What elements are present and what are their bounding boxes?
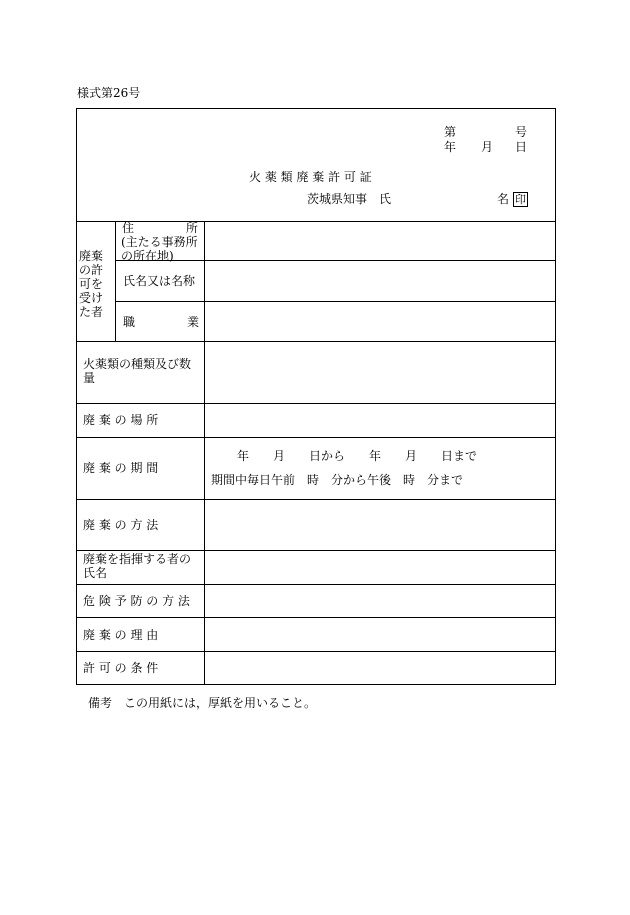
row-line: [77, 437, 555, 438]
supervisor-label: 廃棄を指揮する者の氏名: [83, 552, 192, 580]
method-field[interactable]: [205, 500, 555, 550]
date-day: 日: [515, 140, 528, 154]
group-divider: [115, 221, 116, 341]
place-field[interactable]: [205, 404, 555, 437]
occupation-field[interactable]: [205, 302, 555, 341]
prevention-field[interactable]: [205, 585, 555, 617]
remarks-note: 備考 この用紙には，厚紙を用いること。: [88, 696, 317, 710]
supervisor-field[interactable]: [205, 551, 555, 584]
date-month: 月: [481, 140, 494, 154]
prevention-label: 危 険 予 防 の 方 法: [83, 594, 190, 608]
seal-mark: 印: [515, 193, 527, 206]
reason-label: 廃 棄 の 理 由: [83, 628, 159, 642]
address-sub-label: (主たる事務所の所在地): [121, 235, 198, 263]
form-header: [77, 109, 555, 222]
address-field[interactable]: [205, 221, 555, 260]
period-hours-text: 期間中毎日午前 時 分から午後 時 分まで: [211, 473, 464, 487]
place-label: 廃 棄 の 場 所: [83, 413, 159, 427]
name-label: 名: [497, 192, 510, 206]
permittee-group-label: 廃棄の許可を受けた者: [79, 249, 104, 319]
address-label: [122, 221, 198, 235]
document-title: 火 薬 類 廃 棄 許 可 証: [249, 170, 372, 184]
explosives-label: 火薬類の種類及び数量: [83, 357, 192, 385]
form-number: 様式第26号: [77, 86, 141, 100]
period-label: 廃 棄 の 期 間: [83, 461, 159, 475]
occupation-label: [123, 315, 199, 329]
issuer: 茨城県知事 氏: [307, 192, 392, 206]
address-label-start: 住: [122, 221, 135, 235]
conditions-label: 許 可 の 条 件: [83, 661, 159, 675]
number-prefix: 第: [444, 125, 457, 139]
reason-field[interactable]: [205, 618, 555, 651]
occupation-label-end: 業: [186, 315, 199, 329]
signature-line: [497, 192, 528, 207]
method-label: 廃 棄 の 方 法: [83, 518, 159, 532]
name-field[interactable]: [205, 261, 555, 301]
conditions-field[interactable]: [205, 652, 555, 684]
occupation-label-start: 職: [123, 315, 136, 329]
address-label-end: 所: [185, 221, 198, 235]
number-suffix: 号: [515, 125, 528, 139]
explosives-field[interactable]: [205, 342, 555, 403]
name-title-label: 氏名又は名称: [123, 274, 196, 288]
date-year: 年: [444, 140, 457, 154]
period-dates-text: 年 月 日から 年 月 日まで: [237, 449, 478, 463]
permit-form: [76, 108, 556, 685]
